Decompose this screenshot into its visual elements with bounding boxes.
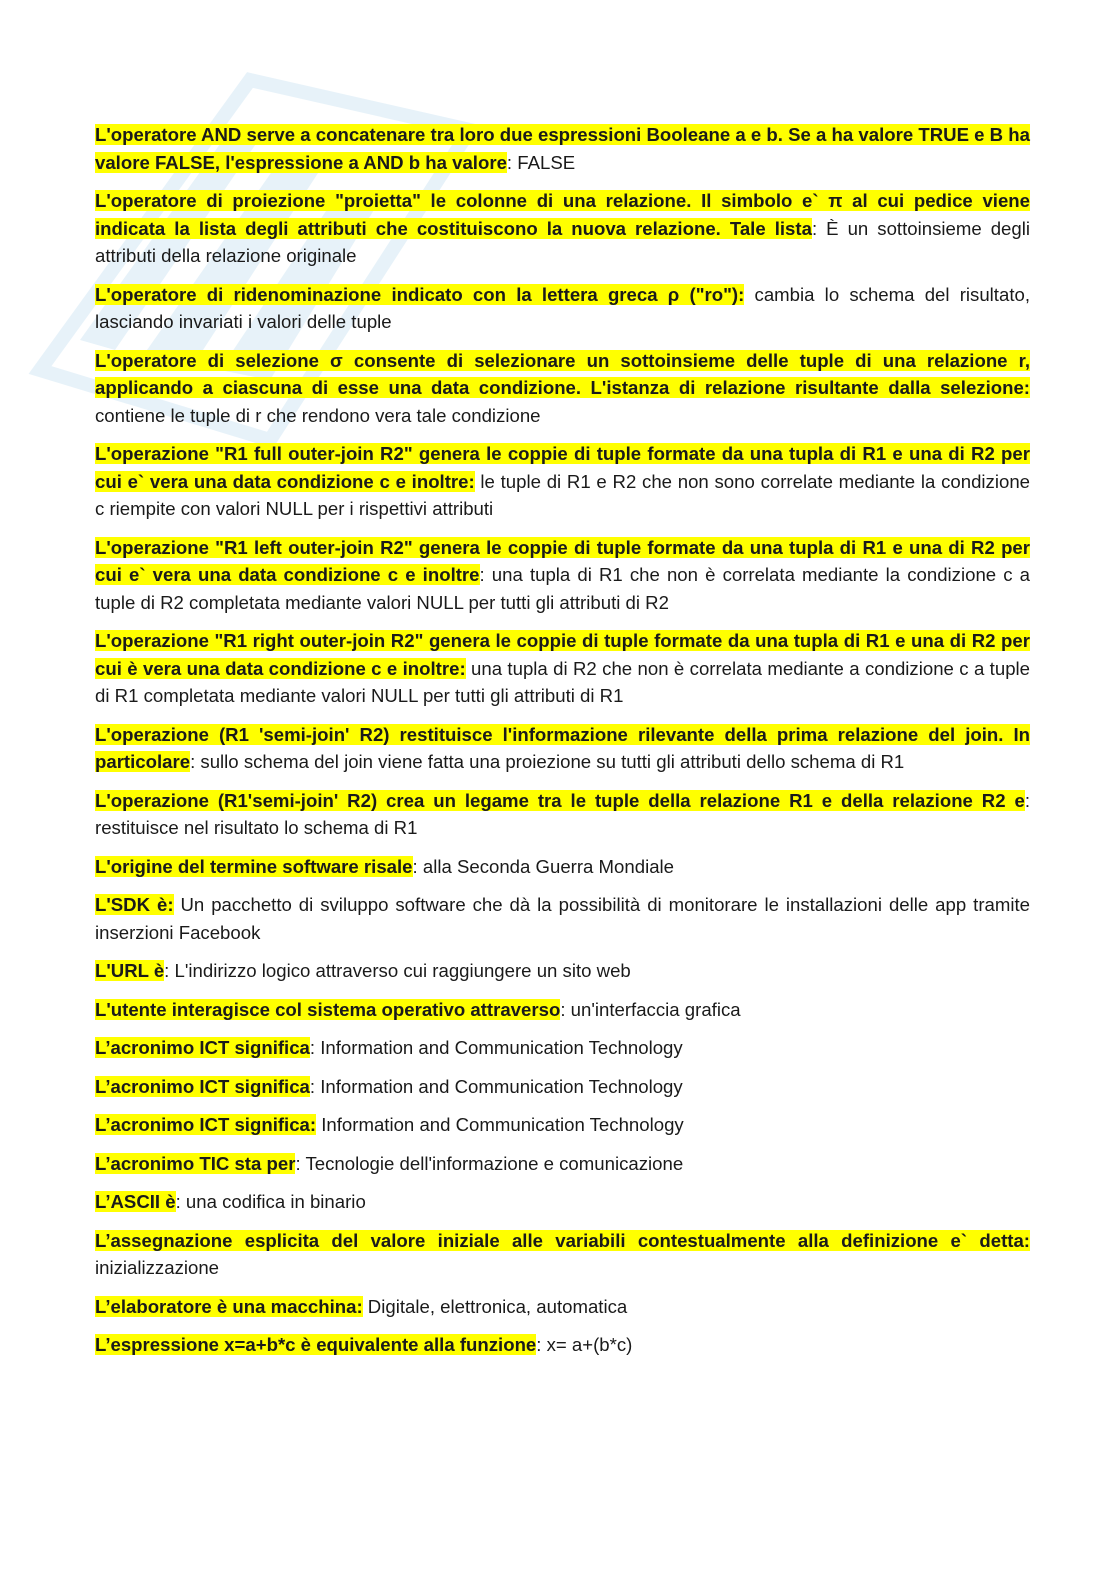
qa-entry	[95, 187, 1030, 270]
question-text: L'URL è	[95, 960, 165, 981]
answer-text: contiene le tuple di r che rendono vera tale condizione	[95, 404, 541, 426]
question-text: L'utente interagisce col sistema operativo attraverso	[95, 998, 561, 1020]
qa-entry	[95, 347, 1030, 430]
answer-text: Digitale, elettronica, automatica	[362, 1295, 628, 1317]
answer-text: : Information and Communication Technology	[309, 1075, 683, 1097]
answer-text: : alla Seconda Guerra Mondiale	[412, 855, 675, 877]
answer-text: inizializzazione	[95, 1257, 220, 1278]
qa-entry	[95, 627, 1030, 710]
answer-text: Un pacchetto di sviluppo software che dà la possibilità di monitorare le installazioni delle app tramite inserzioni Facebook	[95, 894, 1030, 943]
question-text: L’acronimo ICT significa:	[95, 1114, 317, 1135]
question-text: L’assegnazione esplicita del valore iniziale alle variabili contestualmente alla definizione e` detta:	[95, 1229, 1030, 1251]
answer-text: cambia lo schema del risultato, lasciando invariati i valori delle tuple	[95, 283, 1030, 332]
qa-entry	[95, 281, 1030, 336]
question-text: L'origine del termine software risale	[95, 855, 413, 877]
qa-entry	[95, 891, 1030, 946]
question-text: L’acronimo ICT significa	[95, 1075, 310, 1097]
qa-entry	[95, 853, 1030, 881]
question-text: L’acronimo ICT significa	[95, 1037, 310, 1058]
answer-text: le tuple di R1 e R2 che non sono correlate mediante la condizione c riempite con valori NULL per i rispettivi attributi	[95, 470, 1031, 519]
question-text: L'operazione (R1 'semi-join' R2) restituisce l'informazione rilevante della prima relazione del join. In particolare	[95, 723, 1030, 772]
question-text: L’acronimo TIC sta per	[95, 1152, 296, 1174]
answer-text: : una codifica in binario	[175, 1191, 366, 1212]
qa-entry	[95, 121, 1030, 176]
question-text: L’elaboratore è una macchina:	[95, 1295, 363, 1317]
question-text: L'operatore AND serve a concatenare tra loro due espressioni Booleane a e b. Se a ha valore TRUE e B ha valore FALSE, l'espressione a AND b ha valore	[95, 124, 1030, 173]
qa-entry	[95, 1034, 1030, 1062]
qa-entry	[95, 787, 1030, 842]
answer-text: Information and Communication Technology	[316, 1114, 684, 1135]
qa-entry	[95, 1227, 1030, 1282]
answer-text: : È un sottoinsieme degli attributi della relazione originale	[95, 217, 1030, 266]
question-text: L'operazione "R1 full outer-join R2" genera le coppie di tuple formate da una tupla di R1 e una di R2 per cui e` vera una data condizione c e inoltre:	[95, 443, 1030, 492]
question-text: L'operazione "R1 right outer-join R2" genera le coppie di tuple formate da una tupla di R1 e una di R2 per cui è vera una data condizione c e inoltre:	[95, 630, 1030, 679]
question-text: L'operazione (R1'semi-join' R2) crea un legame tra le tuple della relazione R1 e della relazione R2 e	[95, 789, 1025, 811]
question-text: L’espressione x=a+b*c è equivalente alla funzione	[95, 1334, 537, 1355]
answer-text: : restituisce nel risultato lo schema di R1	[95, 789, 1030, 838]
qa-entry	[95, 1331, 1030, 1359]
answer-text: una tupla di R2 che non è correlata mediante a condizione c a tuple di R1 completata mediante valori NULL per tutti gli attributi di R1	[95, 657, 1031, 706]
answer-text: : FALSE	[506, 151, 576, 173]
question-text: L'SDK è:	[95, 894, 174, 915]
qa-entry	[95, 1293, 1030, 1321]
qa-entry	[95, 721, 1030, 776]
answer-text: : sullo schema del join viene fatta una proiezione su tutti gli attributi dello schema di R1	[190, 751, 905, 772]
qa-entry	[95, 1188, 1030, 1216]
qa-entry	[95, 957, 1030, 985]
answer-text: : una tupla di R1 che non è correlata mediante la condizione c a tuple di R2 completata mediante valori NULL per tutti gli attributi di R2	[95, 564, 1031, 613]
answer-text: : x= a+(b*c)	[536, 1334, 633, 1355]
qa-entry	[95, 1073, 1030, 1101]
qa-entry	[95, 996, 1030, 1024]
question-text: L'operatore di selezione σ consente di selezionare un sottoinsieme delle tuple di una relazione r, applicando a ciascuna di esse una data condizione. L'istanza di relazione risultante dalla selezione:	[95, 349, 1030, 398]
qa-entry	[95, 534, 1030, 617]
answer-text: : Information and Communication Technology	[309, 1037, 683, 1058]
answer-text: : Tecnologie dell'informazione e comunicazione	[295, 1152, 684, 1174]
question-text: L'operatore di ridenominazione indicato con la lettera greca ρ ("ro"):	[95, 283, 745, 305]
qa-entry	[95, 1150, 1030, 1178]
answer-text: : un'interfaccia grafica	[560, 998, 741, 1020]
question-text: L'operazione "R1 left outer-join R2" genera le coppie di tuple formate da una tupla di R1 e una di R2 per cui e` vera una data condizione c e inoltre	[95, 536, 1030, 585]
question-text: L'operatore di proiezione "proietta" le colonne di una relazione. Il simbolo e` π al cui pedice viene indicata la lista degli attributi che costituiscono la nuova relazione. Tale lista	[95, 190, 1030, 239]
document-body	[95, 121, 1030, 1370]
question-text: L’ASCII è	[95, 1191, 176, 1212]
qa-entry	[95, 1111, 1030, 1139]
answer-text: : L'indirizzo logico attraverso cui raggiungere un sito web	[164, 960, 631, 981]
qa-entry	[95, 440, 1030, 523]
